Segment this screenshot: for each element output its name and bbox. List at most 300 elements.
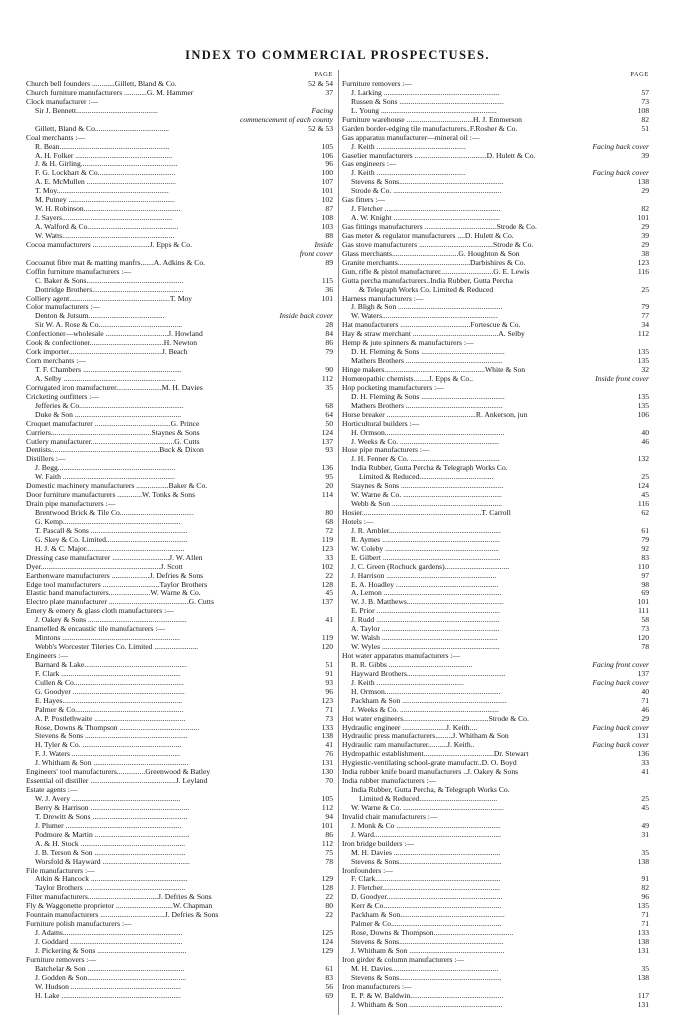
entry-page-number: 138 bbox=[637, 972, 649, 982]
entry-text: Emery & emery & glass cloth manufacturers :— bbox=[26, 606, 174, 616]
entry-page-number: 119 bbox=[321, 534, 333, 544]
entry-text: Palmer & Co......................................................... bbox=[35, 704, 184, 714]
entry-text: D. Goodyer............................................................. bbox=[351, 892, 503, 902]
entry-text: Mathers Brothers ................................................... bbox=[351, 400, 503, 410]
entry-text: Furniture polish manufacturers :— bbox=[26, 919, 132, 929]
entry-text: commencement of each county bbox=[240, 114, 333, 124]
entry-text: Hotels :— bbox=[342, 516, 374, 526]
entry-text: C. Baker & Sons................................................... bbox=[35, 275, 184, 285]
entry-text: J. Monk & Co ....................................................... bbox=[351, 820, 501, 830]
entry-page-number: 117 bbox=[637, 990, 649, 1000]
entry-page-number: 123 bbox=[321, 695, 333, 705]
entry-page-number: 29 bbox=[641, 222, 649, 231]
entry-text: R. R. Gibbs ............................................ bbox=[351, 659, 473, 669]
entry-text: J. Weeks & Co. .................................................... bbox=[351, 704, 499, 714]
entry-page-number: 101 bbox=[321, 820, 333, 830]
entry-text: Strode & Co. ......................................................... bbox=[351, 186, 502, 196]
entry-page-number: 138 bbox=[321, 731, 333, 741]
entry-page-number: 70 bbox=[325, 776, 333, 786]
entry-text: Hose pipe manufacturers :— bbox=[342, 445, 430, 455]
entry-page-number: 33 bbox=[325, 552, 333, 562]
entry-page-number: 71 bbox=[641, 910, 649, 920]
entry-page-number: 36 bbox=[325, 284, 333, 294]
entry-text: Electro plate manufacturer ..........................................G. Cutts bbox=[26, 597, 214, 607]
entry-page-number: 57 bbox=[641, 87, 649, 97]
entry-text: Dressing case manufacturer ..............................J. W. Allen bbox=[26, 552, 203, 562]
entry-page-number: 97 bbox=[641, 570, 649, 580]
entry-text: Brentwood Brick & Tile Co....................................... bbox=[35, 508, 194, 517]
entry-text: J. & H. Girling................................................... bbox=[35, 159, 178, 169]
entry-page-number: 135 bbox=[637, 391, 649, 401]
entry-page-number: 56 bbox=[325, 981, 333, 991]
entry-page-number: 28 bbox=[325, 320, 333, 330]
entry-text: Church bell founders ............Gillett, Bland & Co. bbox=[26, 79, 177, 88]
entry-text: W. Warne & Co. .................................................... bbox=[351, 490, 502, 500]
entry-text: Fountain manufacturers ..................................J. Defries & Sons bbox=[26, 910, 219, 920]
entry-text: Hinge makers.....................................................White & Son bbox=[342, 365, 526, 374]
entry-page-number: 138 bbox=[637, 177, 649, 187]
entry-page-number: 133 bbox=[637, 928, 649, 938]
entry-text: Color manufacturers :— bbox=[26, 302, 101, 312]
entry-page-number: 22 bbox=[325, 570, 333, 580]
entry-text: Webb's Worcester Tileries Co. Limited ....................... bbox=[35, 642, 199, 652]
entry-page-number: 22 bbox=[325, 910, 333, 920]
entry-page-number: 79 bbox=[325, 347, 333, 357]
entry-page-number: 29 bbox=[641, 186, 649, 196]
entry-page-number: 41 bbox=[325, 740, 333, 750]
entry-text: A. E. McMullen ............................................... bbox=[35, 177, 176, 187]
entry-text: Domestic machinery manufacturers .................Baker & Co. bbox=[26, 481, 208, 491]
entry-text: Atkin & Hancock ................................................... bbox=[35, 874, 188, 884]
entry-page-number: 25 bbox=[641, 794, 649, 803]
entry-page-number: 46 bbox=[641, 704, 649, 714]
entry-page-number: 137 bbox=[321, 597, 333, 607]
entry-text: Mintons .............................................................. bbox=[35, 633, 180, 643]
entry-page-number: 39 bbox=[641, 230, 649, 240]
entry-text: Cook & confectioner.......................................H. Newton bbox=[26, 338, 198, 348]
entry-text: Stevens & Sons....................................................... bbox=[351, 177, 504, 187]
entry-text: Staynes & Sons ...................................................... bbox=[351, 481, 504, 491]
entry-page-number: 123 bbox=[321, 543, 333, 553]
entry-page-number: Facing back cover bbox=[592, 722, 649, 732]
entry-page-number: 98 bbox=[641, 579, 649, 589]
entry-text: Sir J. Bennett........................................... bbox=[35, 105, 158, 115]
entry-text: E. A. Hoadley ...................................................... bbox=[351, 579, 499, 589]
entry-page-number: 32 bbox=[641, 365, 649, 374]
entry-page-number: 31 bbox=[641, 829, 649, 839]
entry-text: Gas engineers :— bbox=[342, 159, 397, 169]
entry-text: Denton & Jutsum........................................ bbox=[35, 311, 165, 321]
entry-text: H. Lake ............................................................... bbox=[35, 990, 181, 1000]
entry-text: Cork importer.................................................J. Beach bbox=[26, 347, 188, 357]
entry-text: A. Walford & Co................................................ bbox=[35, 222, 179, 231]
entry-text: Hot water apparatus manufacturers :— bbox=[342, 651, 461, 660]
entry-text: T. F. Chambers .................................................... bbox=[35, 365, 182, 374]
index-column-left bbox=[26, 70, 333, 1015]
entry-text: India rubber knife board manufacturers ..J. Oakey & Sons bbox=[342, 767, 519, 777]
entry-text: India Rubber, Gutta Percha, & Telegraph Works Co. bbox=[351, 785, 510, 795]
entry-page-number: 106 bbox=[321, 150, 333, 160]
entry-page-number: 41 bbox=[641, 767, 649, 777]
entry-text: W. Warne & Co. ..................................................... bbox=[351, 802, 504, 812]
entry-page-number: 88 bbox=[325, 230, 333, 240]
entry-text: W. Coleby ............................................................ bbox=[351, 543, 500, 553]
entry-page-number: 124 bbox=[637, 481, 649, 491]
entry-page-number: 135 bbox=[637, 901, 649, 911]
entry-page-number: 91 bbox=[325, 668, 333, 678]
entry-page-number: Inside front cover bbox=[595, 373, 649, 383]
entry-text: Hay & straw merchant .............................................A. Selby bbox=[342, 329, 525, 339]
entry-text: W. J. B. Matthews................................................... bbox=[351, 597, 504, 607]
entry-page-number: 131 bbox=[637, 945, 649, 955]
entry-page-number: 72 bbox=[325, 525, 333, 535]
entry-page-number: 106 bbox=[637, 409, 649, 419]
entry-page-number: 77 bbox=[641, 311, 649, 321]
entry-text: A. Lemon .............................................................. bbox=[351, 588, 502, 598]
entry-text: Palmer & Co.......................................................... bbox=[351, 919, 502, 929]
entry-text: T. Moy........................................................... bbox=[35, 186, 169, 196]
entry-page-number: 95 bbox=[325, 472, 333, 482]
entry-text: Fly & Waggonette proprietor ..............................W. Chapman bbox=[26, 901, 213, 911]
entry-page-number: 123 bbox=[637, 257, 649, 267]
entry-text: J. Ward................................................................... bbox=[351, 829, 502, 839]
entry-page-number: 82 bbox=[641, 114, 649, 124]
entry-page-number: 29 bbox=[641, 239, 649, 249]
entry-text: Granite merchants......................................Darbishires & Co. bbox=[342, 257, 526, 267]
entry-text: W. Waters............................................................. bbox=[351, 311, 498, 321]
entry-page-number: 62 bbox=[641, 508, 649, 517]
entry-text: W. Watts........................................................... bbox=[35, 230, 175, 240]
entry-page-number: 101 bbox=[321, 293, 333, 303]
entry-text: Horse breaker ...............................................R. Ankerson, jun bbox=[342, 409, 528, 419]
entry-page-number: 130 bbox=[321, 767, 333, 777]
entry-page-number: 114 bbox=[321, 490, 333, 500]
entry-page-number: 93 bbox=[325, 677, 333, 687]
entry-text: Russen & Sons ....................................................... bbox=[351, 96, 504, 106]
page-title: INDEX TO COMMERCIAL PROSPECTUSES. bbox=[185, 48, 490, 62]
entry-text: Corrugated iron manufacturer........................M. H. Davies bbox=[26, 382, 203, 392]
entry-page-number: 129 bbox=[321, 945, 333, 955]
entry-text: Drain pipe manufacturers :— bbox=[26, 499, 116, 509]
index-entry bbox=[342, 1001, 649, 1010]
entry-text: T. Drewitt & Sons .................................................. bbox=[35, 811, 188, 821]
entry-text: F. Clark ............................................................... bbox=[35, 668, 181, 678]
entry-text: J. Whitham & Son ................................................. bbox=[351, 999, 503, 1009]
entry-text: Mathers Brothers ................................................... bbox=[351, 356, 503, 366]
page-column-heading: PAGE bbox=[630, 71, 649, 78]
entry-text: Edge tool manufacturers ..............................Taylor Brothers bbox=[26, 579, 208, 589]
entry-text: Gas stove manufacturers .......................................Strode & Co. bbox=[342, 239, 534, 249]
entry-text: Cocoa manufacturers ..............................J. Epps & Co. bbox=[26, 239, 192, 249]
entry-text: Glass merchants...................................G. Houghton & Son bbox=[342, 248, 520, 258]
entry-page-number: 96 bbox=[325, 686, 333, 696]
entry-text: Berry & Harrison .................................................... bbox=[35, 802, 190, 812]
entry-text: Hot water engineers.............................................Strode & Co. bbox=[342, 713, 529, 723]
entry-page-number: 137 bbox=[321, 436, 333, 446]
entry-page-number: 138 bbox=[637, 856, 649, 866]
entry-page-number: 51 bbox=[325, 659, 333, 669]
entry-text: W. Walsh ............................................................. bbox=[351, 633, 498, 643]
entry-text: F. G. Lockhart & Co......................................... bbox=[35, 168, 176, 178]
entry-page-number: 131 bbox=[637, 999, 649, 1009]
entry-page-number: 35 bbox=[325, 382, 333, 392]
entry-text: Estate agents :— bbox=[26, 785, 78, 795]
entry-page-number: 120 bbox=[321, 642, 333, 652]
entry-text: Gas fitters :— bbox=[342, 195, 386, 205]
entry-text: J. Oakey & Sons .................................................... bbox=[35, 615, 187, 625]
entry-text: G. Kemp.............................................................. bbox=[35, 516, 181, 526]
entry-page-number: 125 bbox=[321, 928, 333, 938]
entry-page-number: 80 bbox=[325, 901, 333, 911]
index-entry bbox=[26, 992, 333, 1001]
entry-page-number: 20 bbox=[325, 481, 333, 491]
entry-page-number: 86 bbox=[325, 338, 333, 348]
entry-page-number: 105 bbox=[321, 141, 333, 151]
entry-page-number: 138 bbox=[637, 937, 649, 946]
entry-text: J. Whitham & Son .................................................. bbox=[35, 758, 189, 768]
entry-text: Invalid chair manufacturers :— bbox=[342, 811, 438, 821]
index-entry bbox=[342, 187, 649, 196]
entry-text: Essential oil distiller .............................................J. Leyland bbox=[26, 776, 208, 786]
entry-page-number: 108 bbox=[321, 213, 333, 223]
entry-text: Packham & Son....................................................... bbox=[351, 910, 505, 920]
entry-page-number: 91 bbox=[641, 874, 649, 884]
entry-text: F. Clark.................................................................. bbox=[351, 874, 501, 884]
entry-text: Filter manufacturers.....................................J. Defries & Sons bbox=[26, 892, 212, 902]
entry-page-number: 40 bbox=[641, 686, 649, 696]
entry-text: E. Prior ................................................................. bbox=[351, 606, 500, 616]
entry-text: Iron girder & column manufacturers :— bbox=[342, 954, 465, 964]
entry-text: E. P. & W. Baldwin................................................. bbox=[351, 990, 504, 1000]
entry-text: A. Selby ........................................................... bbox=[35, 373, 176, 383]
entry-text: India rubber manufacturers :— bbox=[342, 776, 437, 786]
entry-page-number: 78 bbox=[325, 856, 333, 866]
entry-page-number: 71 bbox=[325, 704, 333, 714]
entry-text: J. Begg.............................................................. bbox=[35, 463, 176, 473]
entry-text: Worsfold & Hayward .............................................. bbox=[35, 856, 190, 866]
entry-text: Gun, rifle & pistol manufacturer............................G. E. Lewis bbox=[342, 266, 530, 276]
entry-page-number: 124 bbox=[321, 427, 333, 437]
entry-page-number: 45 bbox=[325, 588, 333, 598]
entry-text: Engineers :— bbox=[26, 651, 68, 660]
entry-text: Gas fittings manufacturers ......................................Strode & Co. bbox=[342, 222, 537, 231]
entry-text: Batchelar & Son ................................................... bbox=[35, 963, 185, 973]
entry-text: W. Wyles .............................................................. bbox=[351, 642, 500, 652]
entry-page-number: 71 bbox=[641, 695, 649, 705]
entry-text: J. C. Green (Rochuck gardens).................................. bbox=[351, 561, 510, 571]
entry-page-number: 83 bbox=[325, 972, 333, 982]
entry-text: Clock manufacturer :— bbox=[26, 96, 99, 106]
entry-text: Curriers.....................................................Staynes & Sons bbox=[26, 427, 200, 437]
entry-text: R. Aymes .............................................................. bbox=[351, 534, 500, 544]
entry-text: Hat manufacturers .....................................Fortescue & Co. bbox=[342, 320, 521, 330]
entry-page-number: 45 bbox=[641, 802, 649, 812]
entry-text: D. H. Fleming & Sons ............................................ bbox=[351, 391, 505, 401]
entry-text: Dyer...............................................................J. Scott bbox=[26, 561, 183, 571]
entry-page-number: Facing front cover bbox=[592, 659, 649, 669]
entry-text: A. Taylor .............................................................. bbox=[351, 624, 500, 634]
entry-page-number: 120 bbox=[637, 633, 649, 643]
entry-text: Packham & Son ....................................................... bbox=[351, 695, 507, 705]
entry-page-number: 83 bbox=[641, 552, 649, 562]
entry-page-number: 69 bbox=[641, 588, 649, 598]
entry-page-number: Facing back cover bbox=[592, 168, 649, 178]
entry-text: J. Larking ............................................................. bbox=[351, 87, 500, 97]
entry-page-number: 136 bbox=[321, 463, 333, 473]
entry-page-number: 112 bbox=[321, 802, 333, 812]
entry-page-number: 61 bbox=[641, 525, 649, 535]
entry-page-number: 73 bbox=[325, 713, 333, 723]
entry-page-number: 68 bbox=[325, 516, 333, 526]
entry-text: Stevens & Sons...................................................... bbox=[351, 972, 502, 982]
entry-text: J. Harrison .......................................................... bbox=[351, 570, 497, 580]
entry-page-number: 93 bbox=[325, 445, 333, 455]
entry-page-number: 25 bbox=[641, 284, 649, 294]
entry-text: J. Bligh & Son ....................................................... bbox=[351, 302, 503, 312]
entry-text: Hosier...............................................................T. Carroll bbox=[342, 508, 511, 517]
entry-text: Coffin furniture manufacturers :— bbox=[26, 266, 132, 276]
entry-page-number: 94 bbox=[325, 811, 333, 821]
entry-text: Rose, Downs & Thompson.......................................... bbox=[351, 928, 514, 938]
entry-text: Earthenware manufacturers ....................J. Defries & Sons bbox=[26, 570, 204, 580]
entry-page-number: 84 bbox=[325, 329, 333, 339]
index-column-right bbox=[338, 70, 649, 1015]
entry-text: J. Keith ............................................... bbox=[351, 141, 466, 151]
entry-page-number: 22 bbox=[325, 892, 333, 902]
entry-text: Hydropathic establishment.....................................Dr. Stewart bbox=[342, 749, 529, 759]
entry-text: Enamelled & encaustic tile manufacturers :— bbox=[26, 624, 165, 634]
entry-text: E. Gilbert .............................................................. bbox=[351, 552, 501, 562]
entry-page-number: 132 bbox=[637, 454, 649, 464]
entry-page-number: 38 bbox=[641, 248, 649, 258]
entry-page-number: 37 bbox=[325, 87, 333, 97]
entry-page-number: 49 bbox=[641, 820, 649, 830]
entry-page-number: Inside bbox=[314, 239, 333, 249]
entry-text: Elastic band manufacturers......................W. Warne & Co. bbox=[26, 588, 201, 598]
entry-page-number: 116 bbox=[637, 266, 649, 276]
entry-text: Door furniture manufacturers .............W. Tonks & Sons bbox=[26, 490, 196, 500]
entry-page-number: 96 bbox=[641, 892, 649, 902]
entry-text: Kerr & Co.............................................................. bbox=[351, 901, 502, 911]
entry-page-number: 58 bbox=[641, 615, 649, 625]
entry-text: Colliery agent.....................................................T. Moy bbox=[26, 293, 193, 303]
entry-text: Horticultural builders :— bbox=[342, 418, 420, 428]
entry-page-number: 86 bbox=[325, 829, 333, 839]
entry-page-number: 73 bbox=[641, 624, 649, 634]
entry-page-number: 52 & 53 bbox=[308, 123, 333, 133]
entry-text: India Rubber, Gutta Percha & Telegraph Works Co. bbox=[351, 463, 508, 473]
entry-page-number: 111 bbox=[638, 606, 649, 616]
entry-text: D. H. Fleming & Sons ............................................ bbox=[351, 347, 505, 357]
entry-text: Dottridge Brothers................................................ bbox=[35, 284, 184, 294]
entry-text: File manufacturers :— bbox=[26, 865, 95, 875]
index-entry bbox=[26, 446, 333, 455]
entry-text: Jefferies & Co....................................................... bbox=[35, 400, 184, 410]
entry-text: M. Putney ........................................................ bbox=[35, 195, 175, 205]
entry-text: J. Sayers.......................................................... bbox=[35, 213, 173, 223]
entry-page-number: 103 bbox=[321, 222, 333, 231]
index-entry bbox=[26, 241, 333, 250]
entry-text: Stevens & Sons...................................................... bbox=[351, 856, 502, 866]
entry-text: Stevens & Sons ...................................................... bbox=[35, 731, 188, 741]
entry-page-number: 137 bbox=[637, 668, 649, 678]
entry-page-number: 45 bbox=[641, 490, 649, 500]
entry-text: J. B. Terson & Son ................................................ bbox=[35, 847, 186, 857]
entry-text: L. Young ............................................................. bbox=[351, 105, 497, 115]
entry-page-number: 119 bbox=[321, 633, 333, 643]
entry-text: M. H. Davies ........................................................ bbox=[351, 847, 501, 857]
entry-page-number: 96 bbox=[325, 159, 333, 169]
entry-text: Ironfounders :— bbox=[342, 865, 393, 875]
entry-text: Sir W. A. Rose & Co............................................ bbox=[35, 320, 183, 330]
entry-text: A. & H. Stock ....................................................... bbox=[35, 838, 185, 848]
entry-text: Iron manufacturers :— bbox=[342, 981, 412, 991]
entry-text: H. Ormson............................................................... bbox=[351, 427, 505, 437]
entry-text: F. J. Waters ......................................................... bbox=[35, 749, 181, 759]
entry-text: W. Hudson .......................................................... bbox=[35, 981, 181, 991]
entry-text: J. Rudd ................................................................. bbox=[351, 615, 500, 625]
entry-text: A. P. Postlethwaite ................................................ bbox=[35, 713, 186, 723]
entry-text: Gaselier manufacturers ......................................D. Hulett & Co. bbox=[342, 150, 536, 160]
entry-text: Hayward Brothers.................................................... bbox=[351, 668, 506, 678]
entry-text: J. R. Ambler........................................................... bbox=[351, 525, 501, 535]
entry-text: Furniture removers :— bbox=[26, 954, 97, 964]
entry-page-number: 112 bbox=[637, 329, 649, 339]
entry-text: J. Fletcher ............................................................. bbox=[351, 204, 501, 214]
entry-text: R. Bean.......................................................... bbox=[35, 141, 170, 151]
entry-page-number: 100 bbox=[321, 168, 333, 178]
entry-text: front cover bbox=[299, 248, 333, 258]
entry-page-number: 78 bbox=[641, 642, 649, 652]
entry-text: Taylor Brothers ..................................................... bbox=[35, 883, 186, 893]
entry-page-number: 101 bbox=[637, 597, 649, 607]
entry-text: Distillers :— bbox=[26, 454, 66, 464]
entry-page-number: 52 & 54 bbox=[308, 79, 333, 88]
entry-page-number: 107 bbox=[321, 177, 333, 187]
entry-text: Limited & Reduced......................................... bbox=[359, 794, 498, 803]
entry-text: J. Godden & Son.................................................... bbox=[35, 972, 187, 982]
entry-text: T. Pascall & Sons ................................................... bbox=[35, 525, 188, 535]
entry-text: Confectioner—wholesale .................................J. Howland bbox=[26, 329, 203, 339]
entry-text: G. Skey & Co. Limited........................................... bbox=[35, 534, 188, 544]
entry-text: J. H. Fenner & Co. ............................................... bbox=[351, 454, 500, 464]
entry-page-number: 40 bbox=[641, 427, 649, 437]
entry-page-number: Facing back cover bbox=[592, 740, 649, 750]
entry-page-number: 61 bbox=[325, 963, 333, 973]
entry-text: Gas apparatus manufacturer—mineral oil :— bbox=[342, 132, 480, 142]
entry-page-number: 131 bbox=[321, 758, 333, 768]
entry-text: Hydraulic ram manufacturer..........J. Keith.. bbox=[342, 740, 475, 750]
entry-page-number: 25 bbox=[641, 472, 649, 482]
entry-page-number: 110 bbox=[637, 561, 649, 571]
entry-page-number: 101 bbox=[637, 213, 649, 223]
entry-page-number: 124 bbox=[321, 937, 333, 946]
entry-text: Dentists.........................................................Buck & Dixon bbox=[26, 445, 204, 455]
index-entries-left bbox=[26, 80, 333, 1001]
entry-text: H. Ormson............................................................. bbox=[351, 686, 501, 696]
entry-text: J. Fletcher.............................................................. bbox=[351, 883, 500, 893]
entry-text: G. Goodyer ........................................................... bbox=[35, 686, 185, 696]
entry-text: J. Adams............................................................... bbox=[35, 928, 183, 938]
entry-text: Iron bridge builders :— bbox=[342, 838, 414, 848]
entry-text: Gillett, Bland & Co....................................... bbox=[35, 123, 169, 133]
entry-text: A. W. Knight ........................................................ bbox=[351, 213, 500, 223]
entry-text: Furniture removers :— bbox=[342, 79, 413, 88]
entry-page-number: 80 bbox=[325, 508, 333, 517]
entry-text: J. Pickering & Sons ............................................... bbox=[35, 945, 187, 955]
entry-text: Corn merchants :— bbox=[26, 356, 86, 366]
entry-page-number: 51 bbox=[641, 123, 649, 133]
